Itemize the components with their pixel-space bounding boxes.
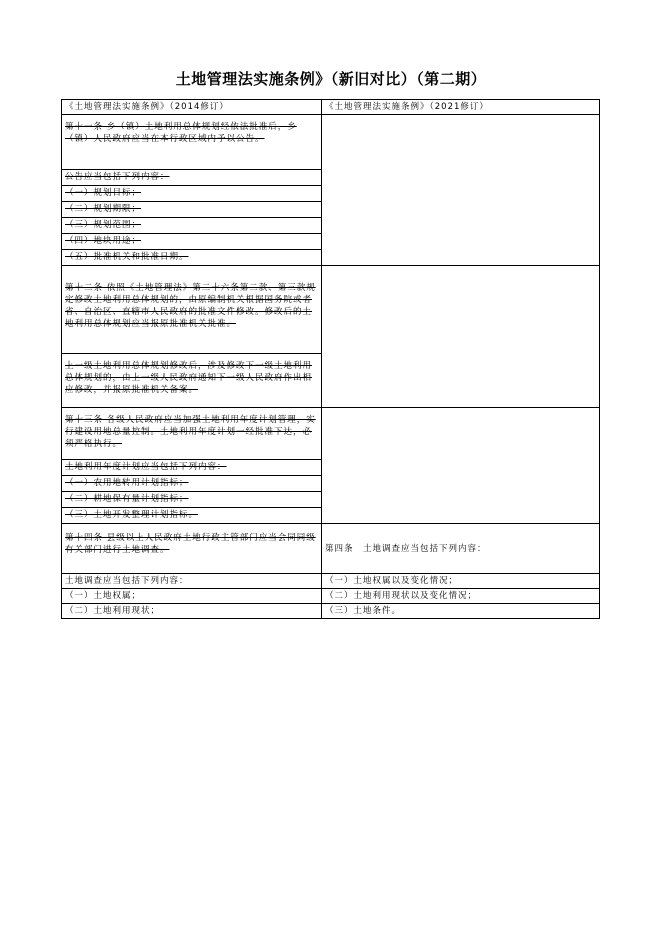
document-title: 土地管理法实施条例》（新旧对比）（第二期）	[175, 70, 487, 88]
table-row	[62, 266, 600, 354]
old-article-14-cell	[62, 524, 322, 574]
new-survey-item-3: （三）土地条件。	[322, 604, 600, 619]
table-row	[62, 589, 600, 604]
new-cell-empty-2	[322, 266, 600, 408]
old-notice-item-1: （一）规划目标；	[62, 186, 322, 202]
old-plan-item-2: （二）耕地保有量计划指标；	[62, 492, 322, 508]
new-survey-item-2: （二）土地利用现状以及变化情况；	[322, 589, 600, 604]
table-row	[62, 115, 600, 170]
old-notice-item-5: （五）批准机关和批准日期。	[62, 250, 322, 266]
old-plan-item-1: （一）农用地转用计划指标；	[62, 476, 322, 492]
new-cell-empty-3	[322, 408, 600, 524]
old-article-12: 第十二条 依照《土地管理法》第二十六条第二款、第三款规定修改土地利用总体规划的，由原编制机关根据国务院或者省、自治区、直辖市人民政府的批准文件修改。修改后的土地利用总体规划应当报原批准机关批准。	[62, 266, 322, 354]
new-survey-item-1: （一）土地权属以及变化情况；	[322, 574, 600, 589]
new-cell-empty-1	[322, 115, 600, 266]
old-notice-item-3: （三）规划范围；	[62, 218, 322, 234]
old-notice-item-4: （四）地块用途；	[62, 234, 322, 250]
old-notice-intro: 公告应当包括下列内容：	[62, 170, 322, 186]
old-survey-item-2: （二）土地利用现状；	[62, 604, 322, 619]
old-article-11: 第十一条 乡（镇）土地利用总体规划经依法批准后，乡（镇）人民政府应当在本行政区域内予以公告。	[62, 115, 322, 170]
header-new-version: 《土地管理法实施条例》（2021修订）	[322, 100, 600, 115]
old-article-13: 第十三条 各级人民政府应当加强土地利用年度计划管理，实行建设用地总量控制。土地利用年度计划一经批准下达，必须严格执行。	[62, 408, 322, 460]
old-article-12-para-2: 上一级土地利用总体规划修改后，涉及修改下一级土地利用总体规划的，由上一级人民政府通知下一级人民政府作出相应修改，并报原批准机关备案。	[62, 354, 322, 408]
table-row	[62, 604, 600, 619]
old-survey-item-1: （一）土地权属；	[62, 589, 322, 604]
old-article-14: 第十四条 县级以上人民政府土地行政主管部门应当会同同级有关部门进行土地调查。	[65, 533, 316, 555]
old-notice-item-2: （二）规划期限；	[62, 202, 322, 218]
table-row	[62, 574, 600, 589]
table-row	[62, 524, 600, 574]
table-row	[62, 408, 600, 460]
new-article-4: 第四条 土地调查应当包括下列内容：	[322, 524, 600, 574]
old-plan-item-3: （三）土地开发整理计划指标。	[62, 508, 322, 524]
old-survey-intro: 土地调查应当包括下列内容：	[62, 574, 322, 589]
comparison-table	[61, 99, 600, 619]
header-old-version: 《土地管理法实施条例》（2014修订）	[62, 100, 322, 115]
table-header-row	[62, 100, 600, 115]
old-plan-intro: 土地利用年度计划应当包括下列内容：	[62, 460, 322, 476]
